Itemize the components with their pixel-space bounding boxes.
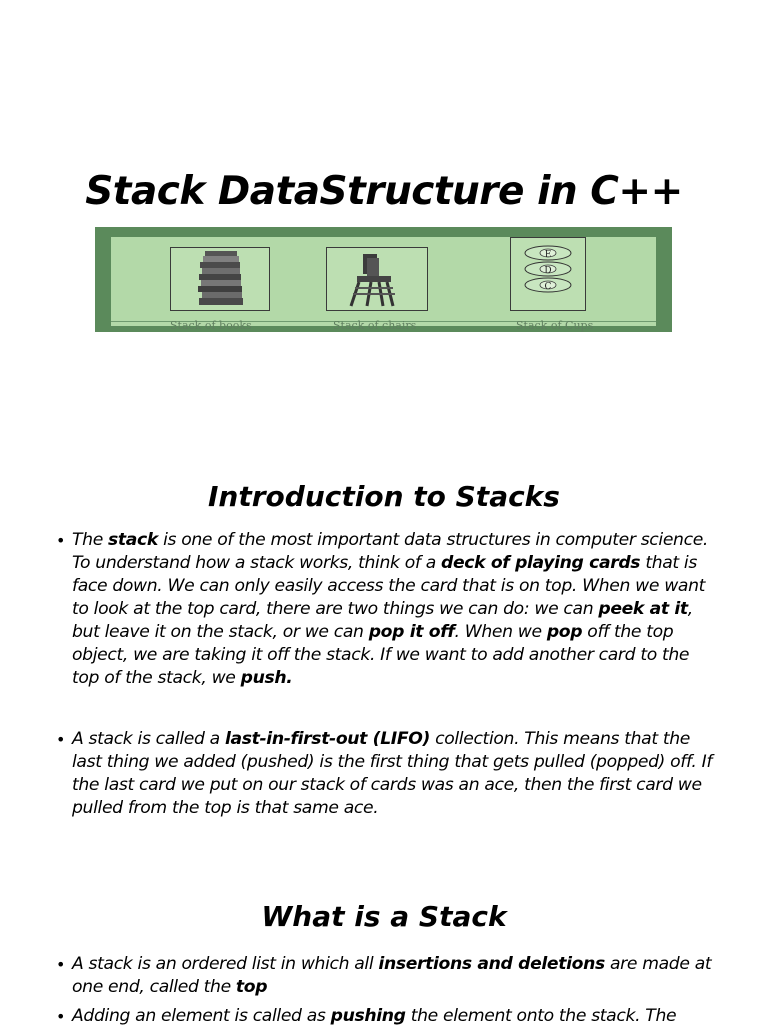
bullet-text: are made at one end, called the bbox=[72, 954, 712, 997]
bullet-item bbox=[56, 529, 716, 690]
keyword: insertions and deletions bbox=[378, 954, 605, 974]
keyword: pushing bbox=[330, 1006, 406, 1026]
keyword: push. bbox=[240, 668, 293, 688]
keyword: peek at it bbox=[598, 599, 688, 619]
banner-background bbox=[111, 237, 656, 332]
bullet-text: collection. This means that the last thing we added (pushed) is the first thing that gets pulled (popped) off. If the last card we put on our stack of cards was an ace, then the first card we pulled from the top is that same ace. bbox=[72, 729, 713, 818]
keyword: top bbox=[235, 977, 268, 997]
stack-examples-banner bbox=[95, 227, 672, 332]
books-picture-frame bbox=[170, 247, 270, 311]
cup-letter: E bbox=[544, 250, 552, 260]
section-heading-intro: Introduction to Stacks bbox=[208, 480, 560, 513]
book-stack-icon bbox=[171, 248, 269, 310]
keyword: pop bbox=[546, 622, 583, 642]
intro-bullet-list bbox=[56, 529, 716, 690]
page-title: Stack DataStructure in C++ bbox=[85, 169, 683, 214]
bullet-text: A stack is an ordered list in which all bbox=[72, 954, 379, 974]
caption-cups: Stack of Cups bbox=[516, 319, 594, 332]
cup-stack-icon bbox=[511, 238, 585, 310]
bullet-item bbox=[56, 1005, 716, 1028]
lifo-bullet-list bbox=[56, 728, 716, 820]
caption-chairs: Stack of chairs bbox=[333, 319, 417, 332]
chair-stack-icon bbox=[327, 248, 427, 310]
cup-letter: D bbox=[544, 266, 552, 276]
bullet-item bbox=[56, 728, 716, 820]
cups-picture-frame bbox=[510, 237, 586, 311]
keyword: last-in-first-out (LIFO) bbox=[224, 729, 430, 749]
bullet-item bbox=[56, 953, 716, 999]
caption-books: Stack of books bbox=[170, 319, 252, 332]
section-heading-what: What is a Stack bbox=[261, 900, 507, 933]
cup-letter: C bbox=[544, 282, 552, 292]
bullet-text: The bbox=[72, 530, 109, 550]
keyword: pop it off bbox=[368, 622, 455, 642]
bullet-text: that is face down. We can only easily access the card that is on top. When we want to look at the top card, there are two things we can do: we can bbox=[72, 553, 706, 619]
bullet-text: is one of the most important data structures in computer science. To understand how a stack works, think of a bbox=[72, 530, 709, 573]
keyword: stack bbox=[108, 530, 158, 550]
bullet-text: Adding an element is called as bbox=[72, 1006, 331, 1026]
bullet-text: off the top object, we are taking it off the stack. If we want to add another card to the top of the stack, we bbox=[72, 622, 690, 688]
bullet-text: , but leave it on the stack, or we can bbox=[72, 599, 693, 642]
chairs-picture-frame bbox=[326, 247, 428, 311]
what-bullet-list bbox=[56, 953, 716, 1028]
keyword: deck of playing cards bbox=[441, 553, 641, 573]
bullet-text: A stack is called a bbox=[72, 729, 225, 749]
bullet-text: the element onto the stack. The bbox=[405, 1006, 677, 1026]
bullet-text: . When we bbox=[454, 622, 547, 642]
